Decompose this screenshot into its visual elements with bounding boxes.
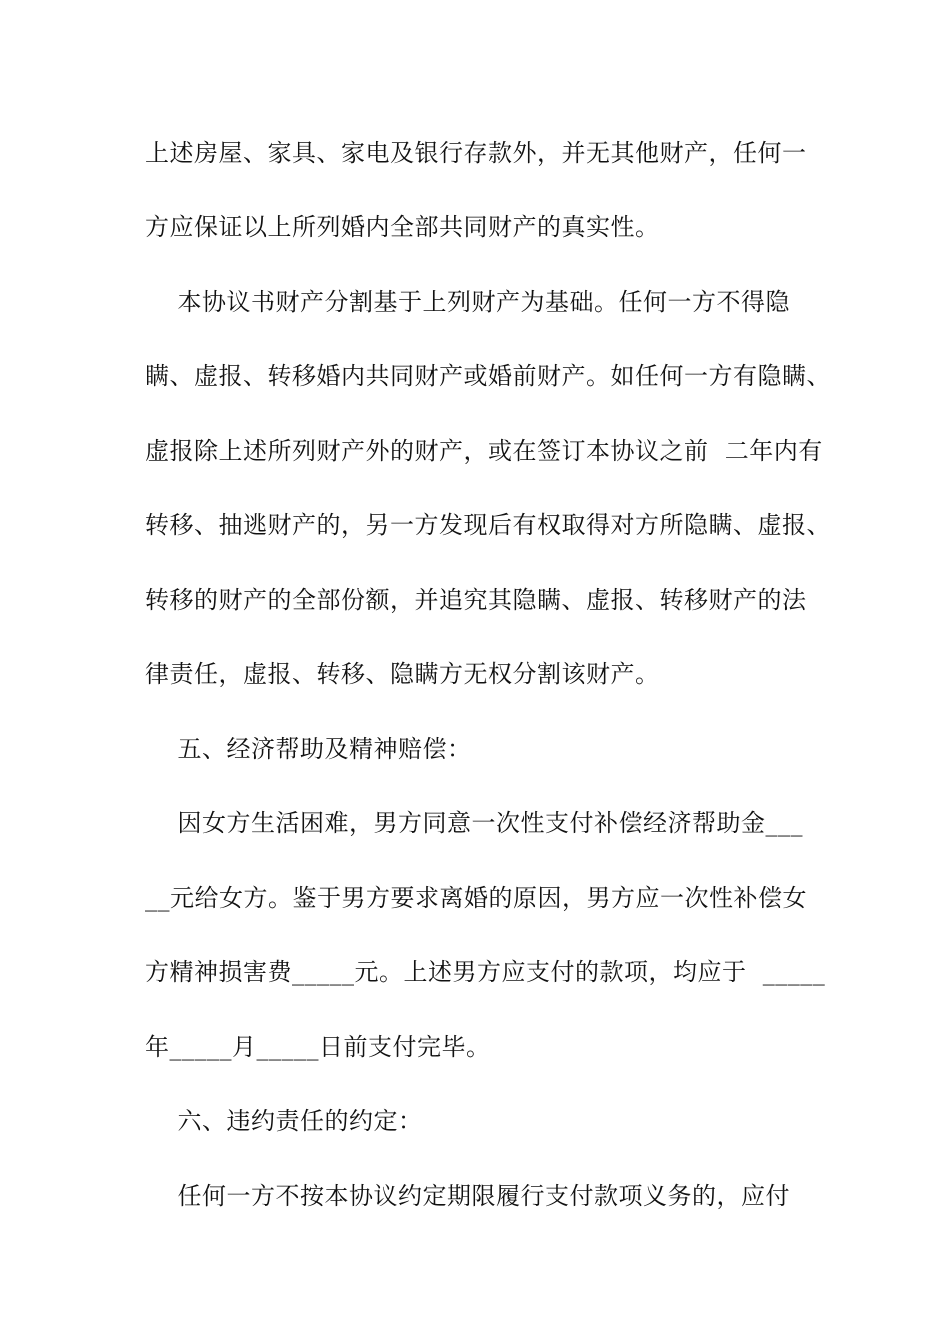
section-heading: 六、违约责任的约定：: [145, 1107, 423, 1135]
text-line: 因女方生活困难，男方同意一次性支付补偿经济帮助金___: [145, 809, 804, 837]
text-line: 任何一方不按本协议约定期限履行支付款项义务的，应付: [145, 1182, 791, 1210]
text-line: 转移、抽逃财产的，另一方发现后有权取得对方所隐瞒、虚报、: [145, 511, 831, 539]
text-line: 虚报除上述所列财产外的财产，或在签订本协议之前 二年内有: [145, 437, 823, 465]
text-line: __元给女方。鉴于男方要求离婚的原因，男方应一次性补偿女: [145, 884, 807, 912]
text-line: 上述房屋、家具、家电及银行存款外，并无其他财产，任何一: [145, 139, 807, 167]
text-line: 瞒、虚报、转移婚内共同财产或婚前财产。如任何一方有隐瞒、: [145, 362, 831, 390]
text-line: 方精神损害费_____元。上述男方应支付的款项，均应于 _____: [145, 958, 826, 986]
text-line: 律责任，虚报、转移、隐瞒方无权分割该财产。: [145, 660, 660, 688]
text-line: 年_____月_____日前支付完毕。: [145, 1033, 491, 1061]
text-line: 方应保证以上所列婚内全部共同财产的真实性。: [145, 213, 660, 241]
text-line: 本协议书财产分割基于上列财产为基础。任何一方不得隐: [145, 288, 791, 316]
text-line: 转移的财产的全部份额，并追究其隐瞒、虚报、转移财产的法: [145, 586, 807, 614]
section-heading: 五、经济帮助及精神赔偿：: [145, 735, 472, 763]
